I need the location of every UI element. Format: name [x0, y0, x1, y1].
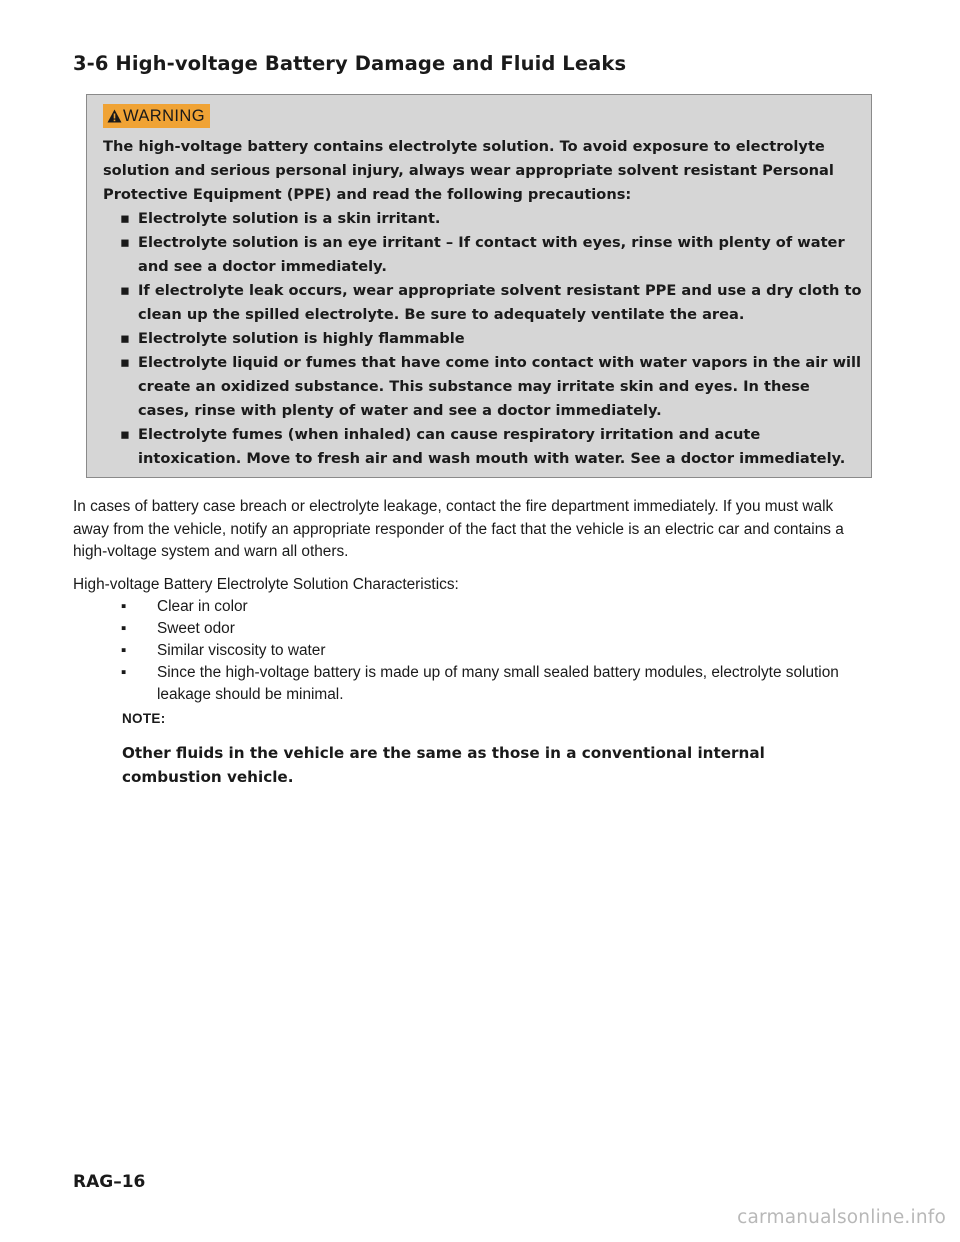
watermark: carmanualsonline.info	[737, 1207, 946, 1228]
warning-precautions-list	[103, 207, 863, 471]
characteristics-list	[73, 596, 873, 706]
list-item-text: Electrolyte liquid or fumes that have come into contact with water vapors in the air will create an oxidized substance. This substance may irritate skin and eyes. In these cases, rinse with plenty of water and see a doctor immediately.	[138, 354, 862, 419]
list-item: ▪ Similar viscosity to water	[121, 642, 326, 659]
list-item: ▪ Since the high-voltage battery is made up of many small sealed battery modules, electrolyte solution leakage should be minimal.	[121, 664, 839, 703]
page-number: RAG–16	[73, 1172, 146, 1192]
list-item-text: Electrolyte solution is an eye irritant – If contact with eyes, rinse with plenty of water and see a doctor immediately.	[138, 234, 845, 275]
warning-triangle-icon	[107, 109, 122, 123]
list-item: ▪ Electrolyte liquid or fumes that have come into contact with water vapors in the air will create an oxidized substance. This substance may irritate skin and eyes. In these cases, rinse with plenty of water and see a doctor immediately.	[120, 354, 862, 419]
list-item-text: If electrolyte leak occurs, wear appropriate solvent resistant PPE and use a dry cloth to clean up the spilled electrolyte. Be sure to adequately ventilate the area.	[138, 282, 862, 323]
list-item: ▪ Clear in color	[121, 598, 248, 615]
list-item: ▪ Electrolyte solution is a skin irritant.	[120, 210, 441, 227]
warning-box	[86, 94, 872, 478]
list-item-text: Similar viscosity to water	[157, 642, 326, 659]
warning-label: WARNING	[123, 106, 205, 125]
warning-intro: The high-voltage battery contains electrolyte solution. To avoid exposure to electrolyte solution and serious personal injury, always wear appropriate solvent resistant Personal Protective Equipment (PPE) and read the following precautions:	[103, 138, 834, 203]
note-label: NOTE:	[122, 711, 166, 726]
list-item-text: Electrolyte solution is highly flammable	[138, 330, 465, 347]
list-item-text: Sweet odor	[157, 620, 235, 637]
list-item: ▪ Electrolyte fumes (when inhaled) can cause respiratory irritation and acute intoxication. Move to fresh air and wash mouth with water. See a doctor immediately.	[120, 426, 846, 467]
note-text: Other fluids in the vehicle are the same as those in a conventional internal combustion vehicle.	[122, 744, 765, 786]
list-item: ▪ Electrolyte solution is highly flammable	[120, 330, 465, 347]
breach-paragraph: In cases of battery case breach or electrolyte leakage, contact the fire department immediately. If you must walk away from the vehicle, notify an appropriate responder of the fact that the vehicle is an electric car and contains a high-voltage system and warn all others.	[73, 498, 844, 560]
list-item-text: Electrolyte solution is a skin irritant.	[138, 210, 441, 227]
list-item: ▪ Sweet odor	[121, 620, 235, 637]
list-item-text: Since the high-voltage battery is made up of many small sealed battery modules, electrolyte solution leakage should be minimal.	[157, 664, 839, 703]
section-heading: 3-6 High-voltage Battery Damage and Fluid Leaks	[73, 52, 627, 75]
warning-badge	[103, 104, 210, 128]
warning-content	[103, 135, 863, 471]
list-item: ▪ If electrolyte leak occurs, wear appropriate solvent resistant PPE and use a dry cloth to clean up the spilled electrolyte. Be sure to adequately ventilate the area.	[120, 282, 862, 323]
characteristics-title: High-voltage Battery Electrolyte Solution Characteristics:	[73, 576, 459, 593]
list-item-text: Electrolyte fumes (when inhaled) can cause respiratory irritation and acute intoxication. Move to fresh air and wash mouth with water. See a doctor immediately.	[138, 426, 846, 467]
list-item-text: Clear in color	[157, 598, 248, 615]
list-item: ▪ Electrolyte solution is an eye irritant – If contact with eyes, rinse with plenty of water and see a doctor immediately.	[120, 234, 845, 275]
